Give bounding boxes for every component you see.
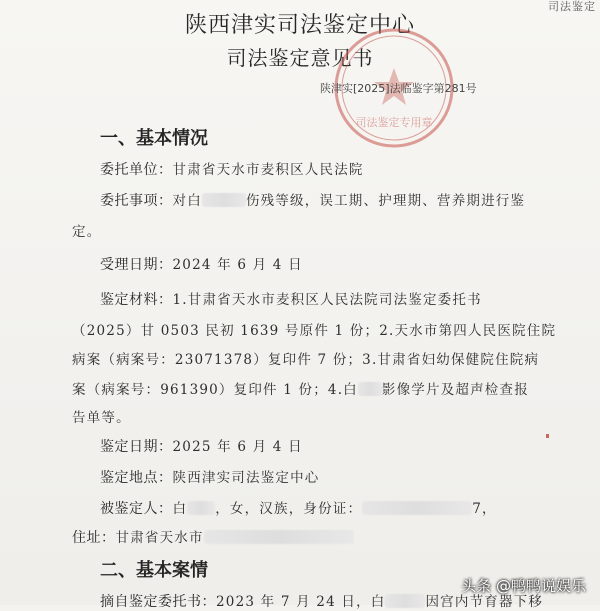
materials-line4 [72, 378, 529, 398]
place-value: 陕西津实司法鉴定中心 [172, 470, 320, 486]
matter-label: 委托事项： [100, 193, 173, 209]
materials-line2: （2025）甘 0503 民初 1639 号原件 1 份；2.天水市第四人民医院住院 [72, 323, 557, 339]
document-title: 陕西津实司法鉴定中心 [184, 13, 415, 38]
materials-row [100, 288, 482, 309]
redacted-name [187, 501, 215, 515]
seal-text: 司法鉴定专用章 [355, 116, 433, 129]
document-number: 陕津实[2025]法临鉴字第281号 [320, 82, 477, 95]
matter-pre: 对白 [172, 193, 202, 209]
section-heading-case-facts: 二、基本案情 [100, 560, 208, 581]
place-label: 鉴定地点： [100, 470, 173, 486]
materials-line1: 1.甘肃省天水市麦积区人民法院司法鉴定委托书 [172, 292, 482, 308]
matter-post: 伤残等级，误工期、护理期、营养期进行鉴 [245, 193, 526, 209]
address-label: 住址： [72, 530, 116, 546]
date-row [100, 435, 303, 456]
place-row [100, 466, 320, 487]
address-value: 甘肃省天水市 [115, 530, 204, 546]
client-row [100, 158, 364, 179]
excerpt-label: 摘自鉴定委托书： [100, 594, 216, 610]
person-pre: 白 [172, 501, 188, 517]
redacted-name [202, 193, 246, 207]
materials-label: 鉴定材料： [100, 292, 173, 308]
materials-line5: 告单等。 [72, 410, 131, 426]
accept-row [100, 253, 303, 274]
person-row [100, 497, 497, 518]
person-mid: ，女，汉族，身份证： [215, 501, 363, 517]
materials-line4-pre: 案（病案号：961390）复印件 1 份；4.白 [72, 382, 358, 398]
date-value: 2025 年 6 月 4 日 [172, 439, 303, 455]
matter-row [100, 189, 525, 210]
redacted-id-number [362, 501, 472, 515]
accept-label: 受理日期： [100, 257, 173, 273]
redacted-name [385, 594, 425, 608]
document-subtitle: 司法鉴定意见书 [226, 46, 374, 70]
person-label: 被鉴定人： [100, 501, 173, 517]
redacted-name [358, 382, 382, 396]
paper-speck [546, 434, 549, 438]
excerpt-post: 因宫内节育器下移 [425, 594, 544, 610]
corner-mark: 司法鉴定 [548, 0, 596, 13]
section-heading-basic-info: 一、基本情况 [100, 128, 208, 149]
accept-value: 2024 年 6 月 4 日 [172, 257, 303, 273]
redacted-address [204, 530, 354, 544]
excerpt-pre: 2023 年 7 月 24 日，白 [216, 594, 386, 610]
platform-watermark: 头条 @鸭鸭说娱乐 [461, 577, 586, 595]
address-row [72, 526, 354, 547]
client-value: 甘肃省天水市麦积区人民法院 [172, 162, 364, 178]
materials-line3: 病案（病案号：23071378）复印件 7 份；3.甘肃省妇幼保健院住院病 [72, 352, 540, 368]
date-label: 鉴定日期： [100, 439, 173, 455]
materials-line4-post: 影像学片及超声检查报 [381, 382, 529, 398]
matter-line2: 定。 [72, 224, 102, 240]
person-end: 7， [472, 501, 497, 517]
client-label: 委托单位： [100, 162, 173, 178]
